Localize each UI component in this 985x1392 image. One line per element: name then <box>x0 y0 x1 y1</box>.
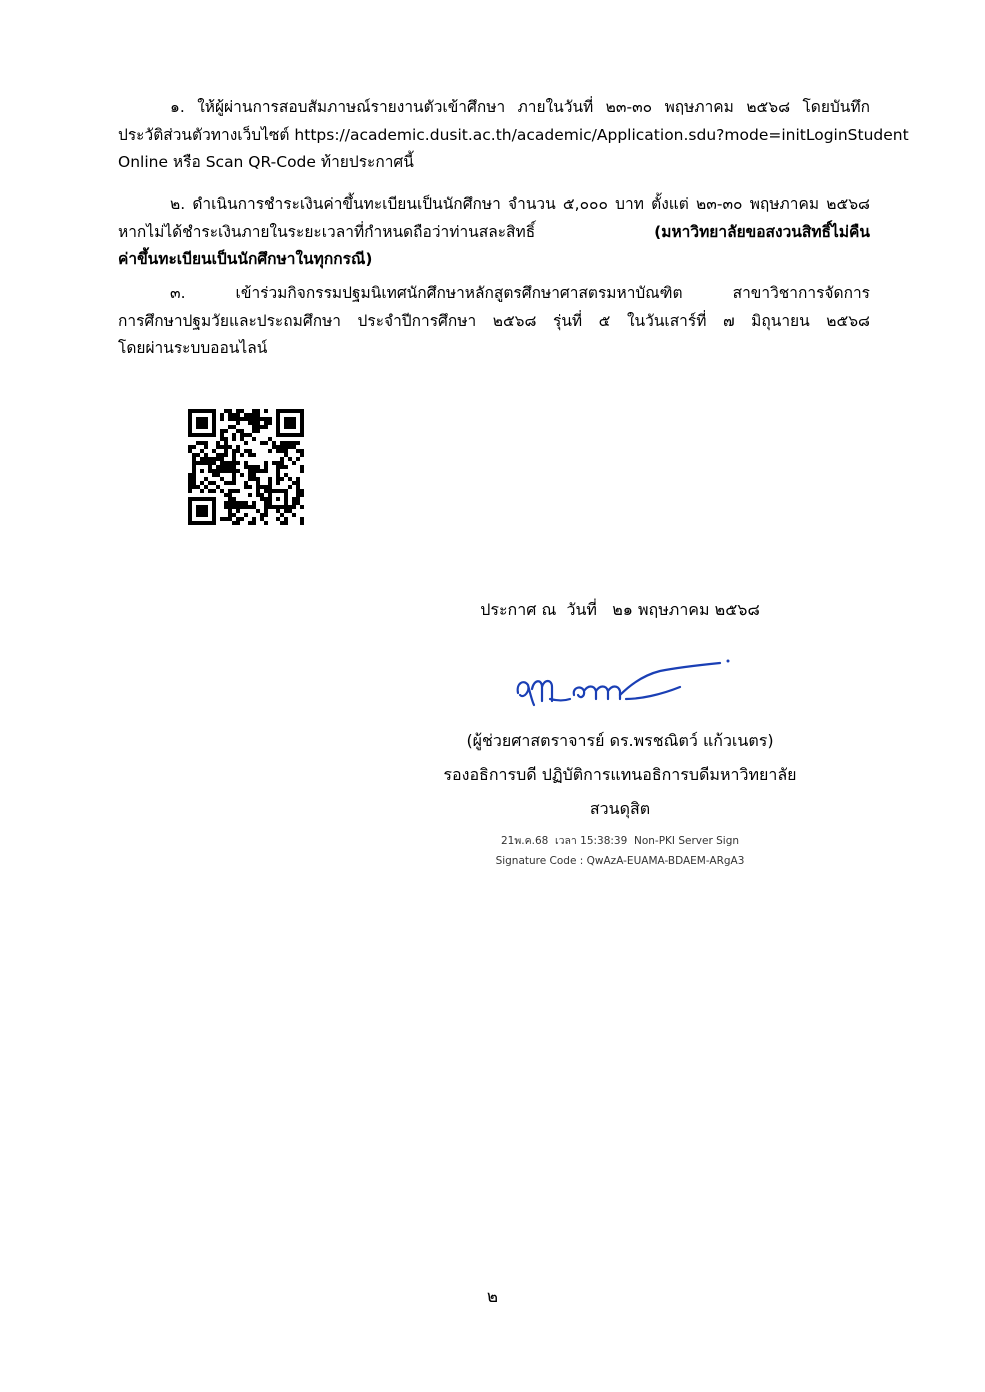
item-3-line-1: ๓. เข้าร่วมกิจกรรมปฐมนิเทศนักศึกษาหลักสูตรศึกษาศาสตรมหาบัณฑิต สาขาวิชาการจัดการ <box>170 284 870 302</box>
item-2-line-3: ค่าขึ้นทะเบียนเป็นนักศึกษาในทุกกรณี) <box>118 250 373 268</box>
item-2-line-2-normal: หากไม่ได้ชำระเงินภายในระยะเวลาที่กำหนดถือว่าท่านสละสิทธิ์ <box>118 222 536 241</box>
item-1-line-3: Online หรือ Scan QR-Code ท้ายประกาศนี้ <box>118 153 414 171</box>
signer-position: รองอธิการบดี ปฏิบัติการแทนอธิการบดีมหาวิทยาลัย <box>443 765 797 784</box>
item-1-line-2: ประวัติส่วนตัวทางเว็บไซต์ https://academic.dusit.ac.th/academic/Application.sdu?mode=initLoginStudent <box>118 125 909 144</box>
signature-image <box>510 655 735 715</box>
signer-name: (ผู้ช่วยศาสตราจารย์ ดร.พรชณิตว์ แก้วเนตร) <box>466 731 774 750</box>
signature-strokes <box>518 663 720 705</box>
item-2-line-2 <box>118 219 870 247</box>
item-2-paragraph <box>118 191 870 274</box>
item-1-paragraph <box>118 94 909 177</box>
item-3-line-2: การศึกษาปฐมวัยและประถมศึกษา ประจำปีการศึกษา ๒๕๖๘ รุ่นที่ ๕ ในวันเสาร์ที่ ๗ มิถุนายน ๒๕๖๘ <box>118 311 870 330</box>
signature-code: Signature Code : QwAzA-EUAMA-BDAEM-ARgA3 <box>495 855 745 867</box>
signer-organization: สวนดุสิต <box>589 799 651 818</box>
item-3-paragraph <box>118 280 870 363</box>
item-2-line-2-bold: (มหาวิทยาลัยขอสงวนสิทธิ์ไม่คืน <box>654 222 870 241</box>
announcement-date: ประกาศ ณ วันที่ ๒๑ พฤษภาคม ๒๕๖๘ <box>480 600 760 619</box>
qr-code-icon[interactable] <box>188 409 304 525</box>
item-1-line-1: ๑. ให้ผู้ผ่านการสอบสัมภาษณ์รายงานตัวเข้าศึกษา ภายในวันที่ ๒๓-๓๐ พฤษภาคม ๒๕๖๘ โดยบันทึก <box>170 98 870 116</box>
item-3-line-3: โดยผ่านระบบออนไลน์ <box>118 339 268 357</box>
item-2-line-1: ๒. ดำเนินการชำระเงินค่าขึ้นทะเบียนเป็นนักศึกษา จำนวน ๕,๐๐๐ บาท ตั้งแต่ ๒๓-๓๐ พฤษภาคม ๒๕๖๘ <box>170 195 870 213</box>
page-number: ๒ <box>486 1287 499 1307</box>
signature-timestamp: 21พ.ค.68 เวลา 15:38:39 Non-PKI Server Sign <box>500 835 740 847</box>
